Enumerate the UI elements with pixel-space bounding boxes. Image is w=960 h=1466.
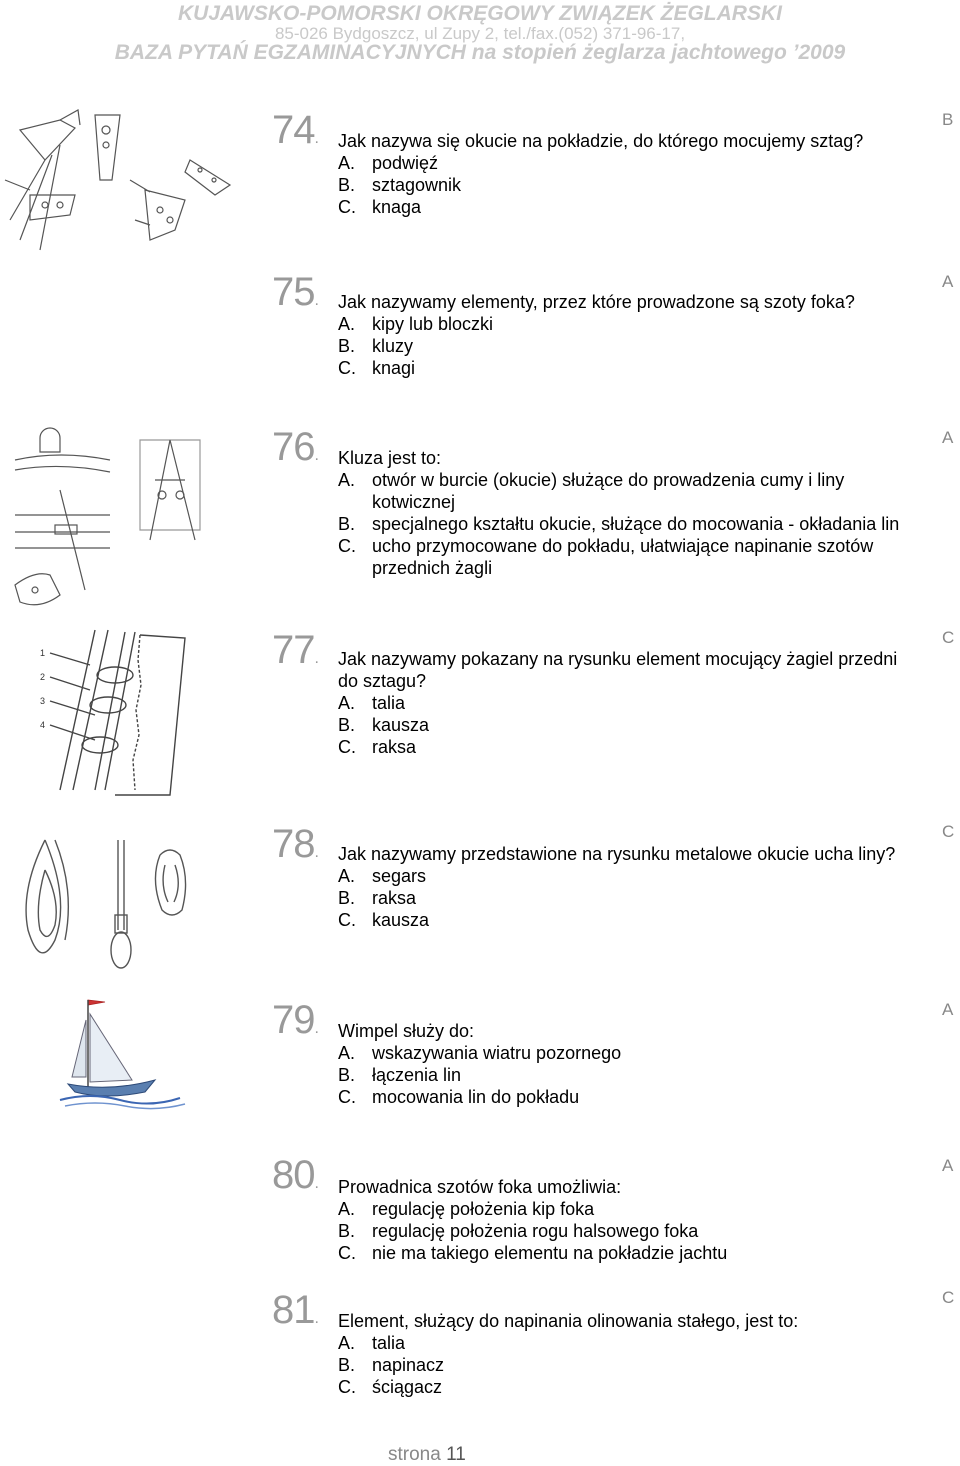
question-block — [338, 843, 908, 931]
figure-label: 3 — [40, 696, 46, 706]
option-b: B. regulację położenia rogu halsowego foka — [338, 1221, 699, 1241]
figure-label: 1 — [40, 648, 46, 658]
question-block — [338, 1020, 908, 1108]
question-number: 81. — [272, 1288, 318, 1332]
option-c: C. nie ma takiego elementu na pokładzie jachtu — [338, 1243, 728, 1263]
header-address: 85-026 Bydgoszcz, ul Zupy 2, tel./fax.(052) 371-96-17, — [274, 24, 686, 43]
question-number: 78. — [272, 822, 318, 866]
question-number: 76. — [272, 425, 318, 469]
option-c: C. mocowania lin do pokładu — [338, 1087, 580, 1107]
answer-key: C — [942, 628, 955, 647]
deck-fitting-illustration — [0, 100, 250, 260]
question-number: 75. — [272, 270, 318, 314]
question-number: 79. — [272, 998, 318, 1042]
question-text: Kluza jest to: — [338, 448, 442, 468]
header-association-name: KUJAWSKO-POMORSKI OKRĘGOWY ZWIĄZEK ŻEGLARSKI — [178, 2, 782, 25]
answer-key: C — [942, 822, 955, 841]
figure-label: 4 — [40, 720, 46, 730]
page-footer: strona 11 — [388, 1444, 466, 1465]
question-text: Jak nazywamy pokazany na rysunku element mocujący żagiel przedni do sztagu? — [338, 649, 898, 691]
fairlead-illustration — [0, 420, 230, 620]
option-c: C. raksa — [338, 737, 417, 757]
question-block — [338, 130, 908, 218]
question-text: Element, służący do napinania olinowania stałego, jest to: — [338, 1311, 799, 1331]
question-text: Prowadnica szotów foka umożliwia: — [338, 1177, 622, 1197]
question-block — [338, 291, 908, 379]
question-block — [338, 447, 908, 579]
header-exam-base-title: BAZA PYTAŃ EGZAMINACYJNYCH na stopień żeglarza jachtowego ’2009 — [114, 41, 846, 64]
question-text: Jak nazywa się okucie na pokładzie, do którego mocujemy sztag? — [338, 131, 864, 151]
option-b: B. kluzy — [338, 336, 414, 356]
question-number: 74. — [272, 108, 318, 152]
option-c: C. knagi — [338, 358, 416, 378]
question-text: Wimpel służy do: — [338, 1021, 475, 1041]
option-a: A. podwięź — [338, 153, 439, 173]
option-b: B. kausza — [338, 715, 430, 735]
question-number: 77. — [272, 628, 318, 672]
option-a: A. otwór w burcie (okucie) służące do prowadzenia cumy i liny kotwicznej — [338, 470, 845, 512]
answer-key: C — [942, 1288, 955, 1307]
option-c: C. ucho przymocowane do pokładu, ułatwiające napinanie szotów przednich żagli — [338, 536, 874, 578]
question-text: Jak nazywamy elementy, przez które prowadzone są szoty foka? — [338, 292, 855, 312]
option-c: C. ściągacz — [338, 1377, 443, 1397]
option-a: A. talia — [338, 1333, 406, 1353]
answer-key: A — [942, 1156, 954, 1175]
figure-label: 2 — [40, 672, 46, 682]
option-a: A. wskazywania wiatru pozornego — [338, 1043, 622, 1063]
hank-illustration — [0, 620, 200, 800]
answer-key: A — [942, 272, 954, 291]
option-a: A. kipy lub bloczki — [338, 314, 494, 334]
option-b: B. raksa — [338, 888, 417, 908]
answer-key: A — [942, 1000, 954, 1019]
question-block — [338, 1176, 908, 1264]
question-number: 80. — [272, 1153, 318, 1197]
question-block — [338, 1310, 908, 1398]
option-b: B. specjalnego kształtu okucie, służące do mocowania - okładania lin — [338, 514, 900, 534]
option-b: B. napinacz — [338, 1355, 445, 1375]
question-text: Jak nazywamy przedstawione na rysunku metalowe okucie ucha liny? — [338, 844, 896, 864]
option-b: B. sztagownik — [338, 175, 462, 195]
answer-key: B — [942, 110, 954, 129]
option-b: B. łączenia lin — [338, 1065, 462, 1085]
answer-key: A — [942, 428, 954, 447]
question-block — [338, 648, 908, 758]
option-a: A. regulację położenia kip foka — [338, 1199, 595, 1219]
sailboat-pennant-icon — [60, 992, 190, 1112]
option-a: A. segars — [338, 866, 427, 886]
option-a: A. talia — [338, 693, 406, 713]
option-c: C. knaga — [338, 197, 422, 217]
thimble-illustration — [0, 830, 220, 980]
option-c: C. kausza — [338, 910, 430, 930]
